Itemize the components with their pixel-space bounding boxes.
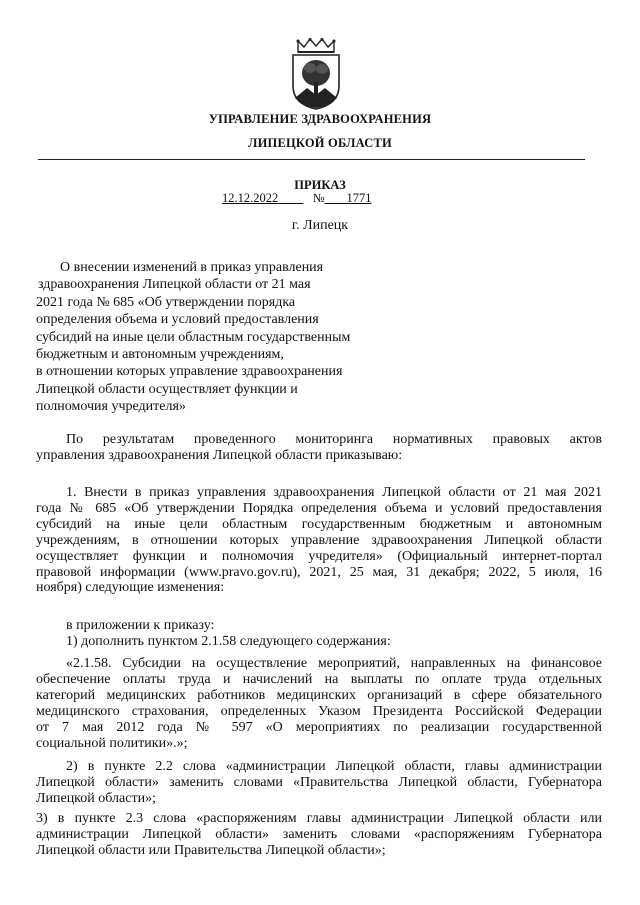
paragraph-line: Липецкой области или Правительства Липецкой области»; [36,842,386,858]
paragraph-line: от 7 мая 2012 года № 597 «О мероприятиях по реализации государственной [36,719,602,735]
paragraph-line: 3) в пункте 2.3 слова «распоряжениям главы администрации Липецкой области или [36,811,602,826]
paragraph-line: Липецкой области»; [36,790,156,806]
subject-line: 2021 года № 685 «Об утверждении порядка [36,294,296,310]
paragraph-line: По результатам проведенного мониторинга нормативных правовых актов [66,432,602,447]
paragraph-line: «2.1.58. Субсидии на осуществление мероприятий, направленных на финансовое [66,656,602,671]
header-divider [38,159,585,160]
paragraph-line: управления здравоохранения Липецкой области приказываю: [36,447,403,463]
paragraph-line: ноября) следующие изменения: [36,580,225,596]
subject-block [36,259,396,416]
preamble-paragraph [36,432,602,464]
paragraph-line: в приложении к приказу: [66,618,215,633]
item-1-paragraph [36,485,602,596]
document-date: 12.12.2022 [222,191,279,205]
appendix-intro [36,618,602,650]
subject-line: полномочия учредителя» [36,399,186,415]
paragraph-line: 2) в пункте 2.2 слова «администрации Липецкой области, главы администрации [66,759,602,774]
paragraph-line: социальной политики».»; [36,735,188,751]
paragraph-line: года № 685 «Об утверждении Порядка определения объема и условий предоставления [36,500,602,516]
document-type: ПРИКАЗ [294,178,346,192]
paragraph-line: 1. Внести в приказ управления здравоохранения Липецкой области от 21 мая 2021 [66,485,602,500]
paragraph-line: Липецкой области» заменить словами «Правительства Липецкой области, Губернатора [36,774,602,790]
paragraph-line: субсидий на иные цели областным государственным бюджетным и автономным [36,516,602,532]
paragraph-line: учреждениям, в отношении которых управление здравоохранения Липецкой области [36,532,602,548]
subject-line: О внесении изменений в приказ управления [60,260,324,275]
organization-name-line2: ЛИПЕЦКОЙ ОБЛАСТИ [248,136,392,150]
subject-line: здравоохранения Липецкой области от 21 мая [38,277,311,293]
number-sign: № [312,191,325,205]
subject-line: в отношении которых управление здравоохранения [36,364,343,380]
paragraph-line: администрации Липецкой области» заменить словами «распоряжениям Губернатора [36,826,602,842]
paragraph-line: правовой информации (www.pravo.gov.ru), 2021, 25 мая, 31 декабря; 2022, 5 июля, 16 [36,564,602,580]
subitem-1-intro: 1) дополнить пунктом 2.1.58 следующего содержания: [66,633,391,649]
paragraph-line: обеспечение оплаты труда и начислений на выплаты по оплате труда отдельных [36,671,602,687]
city-line: г. Липецк [291,218,349,233]
document-number: 1771 [346,191,372,205]
subitem-1-text [36,656,602,751]
paragraph-line: медицинского страхования, определенных Указом Президента Российской Федерации [36,703,602,719]
subject-line: Липецкой области осуществляет функции и [36,381,298,397]
subject-line: бюджетным и автономным учреждениям, [36,347,284,363]
subject-line: субсидий на иные цели областным государственным [36,329,351,345]
coat-of-arms-emblem [289,38,343,110]
organization-name-line1: УПРАВЛЕНИЕ ЗДРАВООХРАНЕНИЯ [208,112,432,126]
subject-line: определения объема и условий предоставления [36,312,319,328]
subitem-2-paragraph [36,759,602,807]
date-number-line [222,191,371,206]
paragraph-line: осуществляет функции и полномочия учредителя» (Официальный интернет-портал [36,548,602,564]
subitem-3-paragraph [36,811,602,859]
paragraph-line: категорий медицинских работников медицинских организаций в сфере обязательного [36,687,602,703]
